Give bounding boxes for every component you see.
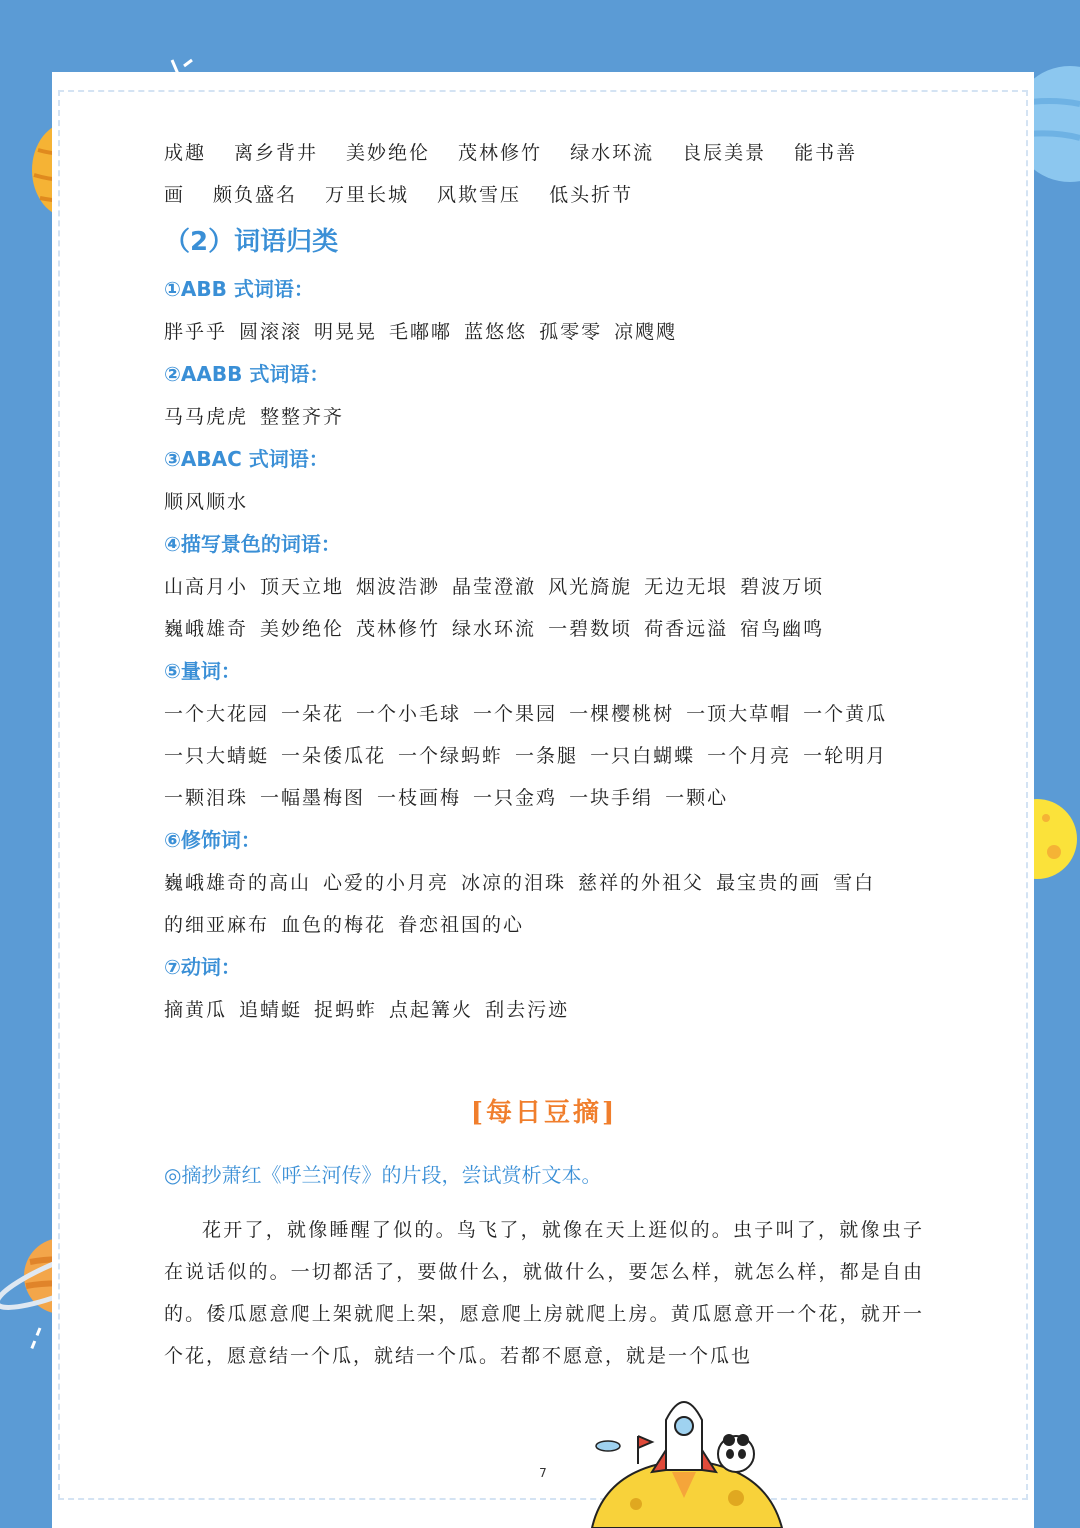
word: 胖乎乎 [164,321,228,343]
daily-title: [每日豆摘] [470,1098,618,1128]
word: 圆滚滚 [239,321,303,343]
word-line [164,132,924,174]
word: 良辰美景 [682,142,767,164]
word: 顶天立地 [260,576,345,598]
word: 绿水环流 [452,618,537,640]
section-title: （2）词语归类 [164,227,339,257]
word: 孤零零 [539,321,603,343]
word: 成趣 [164,142,207,164]
word: 凉飕飕 [614,321,678,343]
word: 一颗心 [665,787,729,809]
word: 无边无垠 [644,576,729,598]
word: 一个绿蚂蚱 [398,745,504,767]
word: 一朵倭瓜花 [281,745,387,767]
word: 茂林修竹 [356,618,441,640]
word: 绿水环流 [570,142,655,164]
word: 的细亚麻布 [164,914,270,936]
word-line [164,989,924,1031]
word: 宿鸟幽鸣 [740,618,825,640]
word: 明晃晃 [314,321,378,343]
document-page [52,72,1034,1528]
word: 一碧数顷 [548,618,633,640]
word: 刮去污迹 [485,999,570,1021]
word: 一个黄瓜 [803,703,888,725]
word: 毛嘟嘟 [389,321,453,343]
word: 一只金鸡 [473,787,558,809]
word: 雪白 [833,872,876,894]
group-title: ③ABAC 式词语： [164,447,329,471]
word: 一个月亮 [707,745,792,767]
word: 捉蚂蚱 [314,999,378,1021]
word: 一颗泪珠 [164,787,249,809]
word-line [164,777,924,819]
word: 颇负盛名 [213,184,298,206]
word: 万里长城 [325,184,410,206]
word: 离乡背井 [234,142,319,164]
word: 能书善 [794,142,858,164]
word: 山高月小 [164,576,249,598]
group-title: ⑥修饰词： [164,828,261,852]
word-line [164,566,924,608]
word: 追蜻蜓 [239,999,303,1021]
word-line [164,608,924,650]
word: 一朵花 [281,703,345,725]
word: 茂林修竹 [458,142,543,164]
word: 心爱的小月亮 [323,872,450,894]
content [164,132,924,1377]
word-line [164,174,924,216]
word: 荷香远溢 [644,618,729,640]
group-title: ①ABB 式词语： [164,277,314,301]
word: 美妙绝伦 [346,142,431,164]
word: 烟波浩渺 [356,576,441,598]
word: 碧波万顷 [740,576,825,598]
word: 最宝贵的画 [716,872,822,894]
top-word-list [164,132,924,216]
daily-prompt: ◎摘抄萧红《呼兰河传》的片段，尝试赏析文本。 [164,1163,602,1187]
word: 一只大蜻蜓 [164,745,270,767]
group-title: ④描写景色的词语： [164,532,341,556]
word: 整整齐齐 [260,406,345,428]
word-groups [164,268,924,1031]
word: 慈祥的外祖父 [578,872,705,894]
word: 血色的梅花 [281,914,387,936]
word-line [164,693,924,735]
word: 一个大花园 [164,703,270,725]
group-title: ⑦动词： [164,955,241,979]
word-line [164,735,924,777]
word: 一个小毛球 [356,703,462,725]
word: 风光旖旎 [548,576,633,598]
excerpt-paragraph: 花开了，就像睡醒了似的。鸟飞了，就像在天上逛似的。虫子叫了，就像虫子在说话似的。一切都活了，要做什么，就做什么，要怎么样，就怎么样，都是自由的。倭瓜愿意爬上架就爬上架，愿意爬上房就爬上房。黄瓜愿意开一个花，就开一个花，愿意结一个瓜，就结一个瓜。若都不愿意，就是一个瓜也 [164,1219,924,1367]
word-line [164,396,924,438]
word: 一枝画梅 [377,787,462,809]
word: 美妙绝伦 [260,618,345,640]
word: 风欺雪压 [437,184,522,206]
word: 一个果园 [473,703,558,725]
word: 顺风顺水 [164,491,249,513]
word: 一幅墨梅图 [260,787,366,809]
word: 巍峨雄奇的高山 [164,872,312,894]
rocket-panda-illustration [586,1380,786,1528]
word: 眷恋祖国的心 [398,914,525,936]
word: 一块手绢 [569,787,654,809]
word-line [164,904,924,946]
word: 一条腿 [515,745,579,767]
group-title: ②AABB 式词语： [164,362,330,386]
word: 马马虎虎 [164,406,249,428]
word: 低头折节 [549,184,634,206]
word-line [164,481,924,523]
word: 蓝悠悠 [464,321,528,343]
word: 画 [164,184,186,206]
word-line [164,862,924,904]
word: 一只白蝴蝶 [590,745,696,767]
word: 一棵樱桃树 [569,703,675,725]
page-number: 7 [539,1466,547,1480]
word: 巍峨雄奇 [164,618,249,640]
word: 冰凉的泪珠 [461,872,567,894]
word: 一轮明月 [803,745,888,767]
word: 一顶大草帽 [686,703,792,725]
group-title: ⑤量词： [164,659,241,683]
word: 摘黄瓜 [164,999,228,1021]
word: 晶莹澄澈 [452,576,537,598]
word: 点起篝火 [389,999,474,1021]
word-line [164,311,924,353]
